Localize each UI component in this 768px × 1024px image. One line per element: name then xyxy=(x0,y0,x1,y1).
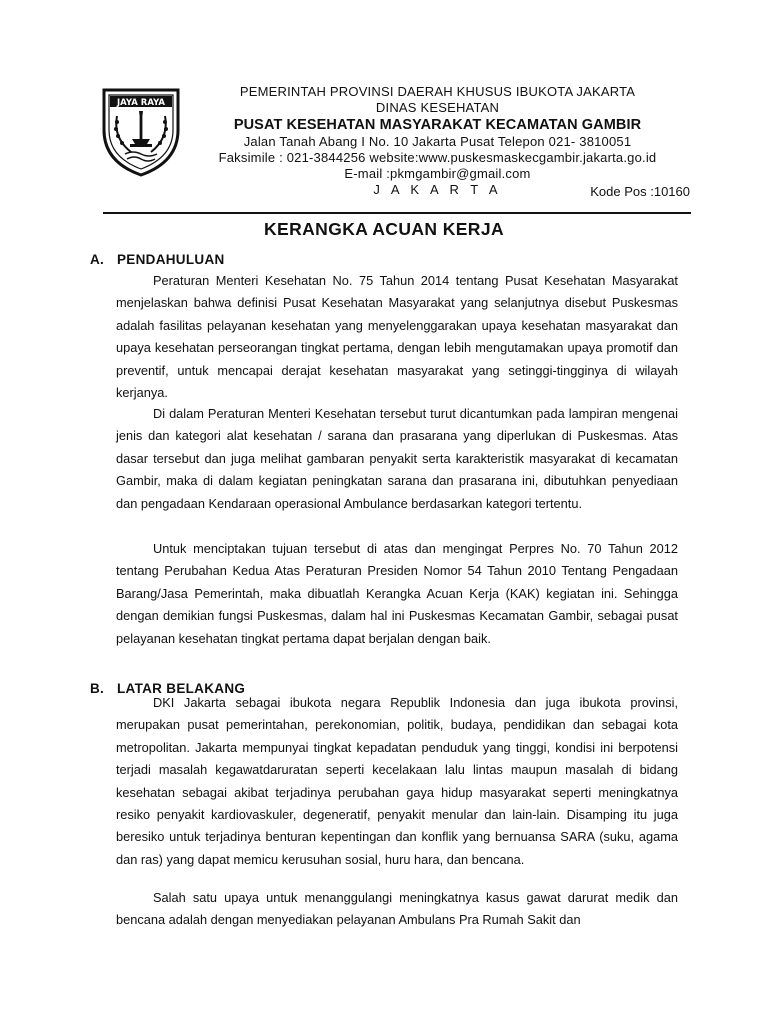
government-line: PEMERINTAH PROVINSI DAERAH KHUSUS IBUKOTA JAKARTA xyxy=(239,84,636,99)
section-number: A. xyxy=(90,252,105,267)
paragraph: Peraturan Menteri Kesehatan No. 75 Tahun 2014 tentang Pusat Kesehatan Masyarakat menjelaskan bahwa definisi Pusat Kesehatan Masyarakat yang selanjutnya disebut Puskesmas adalah fasilitas pelayanan kesehatan yang menyelenggarakan upaya kesehatan masyarakat dan upaya kesehatan perseorangan tingkat pertama, dengan lebih mengutamakan upaya promotif dan preventif, untuk mencapai derajat kesehatan masyarakat yang setinggi-tingginya di wilayah kerjanya. xyxy=(116,273,678,401)
paragraph: Di dalam Peraturan Menteri Kesehatan tersebut turut dicantumkan pada lampiran mengenai jenis dan kategori alat kesehatan / sarana dan prasarana yang diperlukan di Puskesmas. Atas dasar tersebut dan juga melihat gambaran penyakit serta karakteristik masyarakat di kecamatan Gambir, maka di dalam kegiatan peningkatan sarana dan prasarana ini, dibutuhkan penyediaan dan pengadaan Kendaraan operasional Ambulance berdasarkan kategori tertentu. xyxy=(116,406,678,511)
city-line: J A K A R T A xyxy=(373,182,502,197)
postal-code: Kode Pos :10160 xyxy=(590,184,690,199)
logo-motto: JAYA RAYA xyxy=(116,98,166,108)
address-line: Jalan Tanah Abang I No. 10 Jakarta Pusat Telepon 021- 3810051 xyxy=(243,134,632,149)
paragraph: Salah satu upaya untuk menanggulangi meningkatnya kasus gawat darurat medik dan bencana adalah dengan menyediakan pelayanan Ambulans Pra Rumah Sakit dan xyxy=(116,890,678,928)
email-line: E-mail :pkmgambir@gmail.com xyxy=(344,166,531,181)
letterhead-divider xyxy=(103,212,691,214)
document-title: KERANGKA ACUAN KERJA xyxy=(263,219,505,239)
institution-name: PUSAT KESEHATAN MASYARAKAT KECAMATAN GAMBIR xyxy=(233,117,642,133)
paragraph: Untuk menciptakan tujuan tersebut di atas dan mengingat Perpres No. 70 Tahun 2012 tentang Perubahan Kedua Atas Peraturan Presiden Nomor 54 Tahun 2010 Tentang Pengadaan Barang/Jasa Pemerintah, maka dibuatlah Kerangka Acuan Kerja (KAK) kegiatan ini. Sehingga dengan demikian fungsi Puskesmas, dalam hal ini Puskesmas Kecamatan Gambir, sebagai pusat pelayanan kesehatan tingkat pertama dapat berjalan dengan baik. xyxy=(116,541,678,646)
jakarta-crest-logo xyxy=(101,86,181,178)
section-title: PENDAHULUAN xyxy=(117,252,225,267)
section-a-heading xyxy=(90,252,225,267)
department-line: DINAS KESEHATAN xyxy=(375,100,500,115)
section-title: LATAR BELAKANG xyxy=(117,681,246,696)
section-number: B. xyxy=(90,681,105,696)
letterhead xyxy=(200,84,675,198)
paragraph: DKI Jakarta sebagai ibukota negara Republik Indonesia dan juga ibukota provinsi, merupakan pusat pemerintahan, perekonomian, politik, budaya, pendidikan dan sebagai kota metropolitan. Jakarta mempunyai tingkat kepadatan penduduk yang tinggi, kondisi ini berpotensi terjadi masalah kegawatdaruratan seperti kecelakaan lalu lintas maupun masalah di bidang kesehatan sebagai akibat terjadinya perubahan gaya hidup masyarakat seperti meningkatnya resiko penyakit kardiovaskuler, degeneratif, penyakit menular dan lain-lain. Disamping itu juga beresiko untuk terjadinya benturan kepentingan dan konflik yang bernuansa SARA (suku, agama dan ras) yang dapat memicu kerusuhan sosial, huru hara, dan bencana. xyxy=(116,695,678,867)
fax-website-line: Faksimile : 021-3844256 website:www.puskesmaskecgambir.jakarta.go.id xyxy=(218,150,657,165)
